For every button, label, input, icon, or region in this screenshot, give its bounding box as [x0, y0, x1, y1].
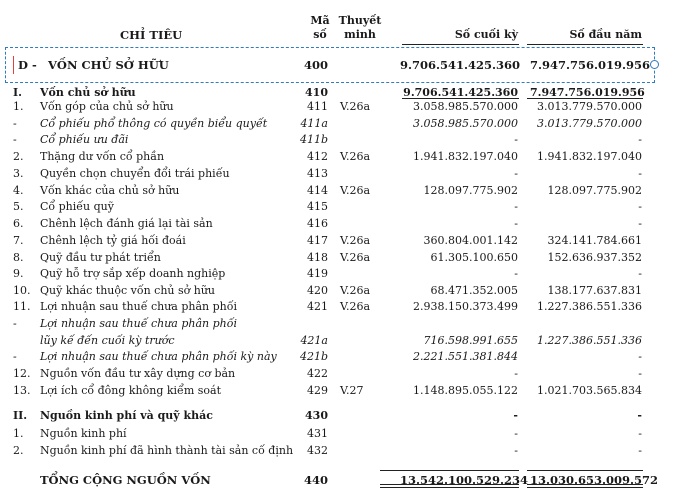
header-begin: Số đầu năm: [569, 28, 642, 41]
row-note: V.26a: [340, 234, 371, 247]
row-name: Lợi nhuận sau thuế chưa phân phối: [40, 317, 237, 330]
row-name: VỐN CHỦ SỞ HỮU: [48, 58, 169, 72]
row-end-value: 68.471.352.005: [430, 284, 518, 297]
row-code: 412: [307, 150, 328, 163]
row-begin-value: 1.227.386.551.336: [537, 300, 642, 313]
row-begin-value: 7.947.756.019.956: [530, 58, 651, 72]
row-begin-value: 3.013.779.570.000: [537, 100, 642, 113]
row-index: 2.: [13, 444, 24, 457]
row-index: -: [13, 350, 17, 363]
row-index: D -: [18, 58, 37, 72]
row-code: 413: [307, 167, 328, 180]
row-index: -: [13, 317, 17, 330]
total-rule-begin: [527, 484, 643, 488]
text-cursor: [13, 56, 14, 74]
row-note: V.26a: [340, 184, 371, 197]
row-begin-value: 324.141.784.661: [547, 234, 642, 247]
row-name: Lợi ích cổ đông không kiểm soát: [40, 384, 221, 397]
header-rule-begin: [527, 44, 643, 45]
row-begin-value: 152.636.937.352: [547, 251, 642, 264]
row-code: 432: [307, 444, 328, 457]
row-name: Vốn chủ sở hữu: [40, 86, 136, 99]
row-code: 400: [303, 58, 328, 72]
row-index: 13.: [13, 384, 31, 397]
row-end-value: 2.221.551.381.844: [413, 350, 518, 363]
row-code: 418: [307, 251, 328, 264]
row-name: Quỹ hỗ trợ sắp xếp doanh nghiệp: [40, 267, 226, 280]
row-end-value: -: [514, 167, 518, 180]
row-note: V.26a: [340, 300, 371, 313]
row-code: 430: [305, 409, 328, 422]
row-name: Quỹ khác thuộc vốn chủ sở hữu: [40, 284, 216, 297]
row-end-value: 716.598.991.655: [423, 334, 518, 347]
row-end-value: -: [514, 444, 518, 457]
row-end-value: -: [514, 367, 518, 380]
row-note: V.26a: [340, 284, 371, 297]
row-code: 415: [307, 200, 328, 213]
row-code: 421: [307, 300, 328, 313]
row-end-value: 13.542.100.529.234: [400, 473, 529, 487]
row-begin-value: -: [638, 167, 642, 180]
row-name: Nguồn kinh phí đã hình thành tài sản cố định: [40, 444, 294, 457]
row-begin-value: -: [638, 217, 642, 230]
row-note: V.26a: [340, 251, 371, 264]
row-name: Cổ phiếu quỹ: [40, 200, 114, 213]
header-rule-end: [402, 44, 519, 45]
row-code: 421a: [300, 334, 328, 347]
row-name: Nguồn vốn đầu tư xây dựng cơ bản: [40, 367, 236, 380]
row-begin-value: -: [638, 200, 642, 213]
header-note-1: Thuyết: [338, 14, 382, 27]
row-begin-value: 13.030.653.009.572: [530, 473, 659, 487]
row-end-value: 1.941.832.197.040: [413, 150, 518, 163]
row-index: 5.: [13, 200, 24, 213]
row-begin-value: 1.227.386.551.336: [537, 334, 642, 347]
row-index: I.: [13, 86, 22, 99]
row-end-value: -: [514, 267, 518, 280]
row-end-value: 9.706.541.425.360: [403, 86, 518, 99]
row-name: Chênh lệch đánh giá lại tài sản: [40, 217, 213, 230]
row-end-value: 128.097.775.902: [423, 184, 518, 197]
header-code-2: số: [313, 28, 327, 41]
row-end-value: -: [514, 200, 518, 213]
row-begin-value: 138.177.637.831: [547, 284, 642, 297]
row-note: V.26a: [340, 100, 371, 113]
row-index: 11.: [13, 300, 31, 313]
header-name: CHỈ TIÊU: [120, 28, 183, 42]
row-index: 2.: [13, 150, 24, 163]
row-name: Cổ phiếu phổ thông có quyền biểu quyết: [40, 117, 268, 130]
row-code: 431: [307, 427, 328, 440]
row-begin-value: -: [638, 133, 642, 146]
row-code: 410: [305, 86, 328, 99]
row-index: -: [13, 117, 17, 130]
row-name: Vốn góp của chủ sở hữu: [40, 100, 174, 113]
row-name: Chênh lệch tỷ giá hối đoái: [40, 234, 186, 247]
row-note: V.26a: [340, 150, 371, 163]
header-end: Số cuối kỳ: [454, 28, 518, 41]
row-code: 429: [307, 384, 328, 397]
total-top-rule-end: [380, 470, 519, 471]
row-end-value: 3.058.985.570.000: [413, 117, 518, 130]
row-index: 3.: [13, 167, 24, 180]
row-name: Quỹ đầu tư phát triển: [40, 251, 161, 264]
row-end-value: 360.804.001.142: [423, 234, 518, 247]
row-name: Thặng dư vốn cổ phần: [40, 150, 165, 163]
row-code: 440: [303, 473, 328, 487]
row-begin-value: -: [637, 409, 642, 422]
row-begin-value: -: [638, 267, 642, 280]
row-begin-value: -: [638, 367, 642, 380]
row-end-value: 1.148.895.055.122: [413, 384, 518, 397]
row-name: Vốn khác của chủ sở hữu: [40, 184, 180, 197]
row-end-value: -: [514, 217, 518, 230]
row-begin-value: 128.097.775.902: [547, 184, 642, 197]
row-index: 7.: [13, 234, 24, 247]
row-begin-value: 1.021.703.565.834: [537, 384, 642, 397]
row-code: 416: [307, 217, 328, 230]
row-begin-value: 3.013.779.570.000: [537, 117, 642, 130]
row-name: Nguồn kinh phí: [40, 427, 127, 440]
row-code: 421b: [300, 350, 329, 363]
row-end-value: -: [514, 427, 518, 440]
row-name: Lợi nhuận sau thuế chưa phân phối: [40, 300, 237, 313]
row-name: Cổ phiếu ưu đãi: [40, 133, 129, 146]
row-code: 414: [307, 184, 328, 197]
row-index: -: [13, 133, 17, 146]
section-rule: [527, 98, 643, 99]
row-index: 9.: [13, 267, 24, 280]
row-code: 419: [307, 267, 328, 280]
row-index: 1.: [13, 100, 24, 113]
row-index: 8.: [13, 251, 24, 264]
row-index: 12.: [13, 367, 31, 380]
row-code: 417: [307, 234, 328, 247]
row-begin-value: 7.947.756.019.956: [530, 86, 645, 99]
row-index: 6.: [13, 217, 24, 230]
row-end-value: -: [514, 133, 518, 146]
row-index: 4.: [13, 184, 24, 197]
row-begin-value: -: [638, 444, 642, 457]
row-note: V.27: [340, 384, 364, 397]
row-name: Lợi nhuận sau thuế chưa phân phối kỳ này: [40, 350, 277, 363]
row-code: 411: [307, 100, 328, 113]
section-rule: [402, 98, 519, 99]
row-begin-value: -: [638, 350, 642, 363]
row-end-value: -: [513, 409, 518, 422]
row-name: Quyền chọn chuyển đổi trái phiếu: [40, 167, 230, 180]
row-index: II.: [13, 409, 28, 422]
row-name: lũy kế đến cuối kỳ trước: [40, 334, 175, 347]
header-code-1: Mã: [310, 14, 330, 27]
row-name: Nguồn kinh phí và quỹ khác: [40, 409, 213, 422]
row-end-value: 9.706.541.425.360: [400, 58, 521, 72]
row-index: 10.: [13, 284, 31, 297]
row-code: 411b: [300, 133, 329, 146]
row-code: 420: [307, 284, 328, 297]
row-begin-value: -: [638, 427, 642, 440]
total-rule-end: [380, 484, 519, 488]
header-note-2: minh: [344, 28, 376, 41]
total-top-rule-begin: [527, 470, 643, 471]
row-code: 422: [307, 367, 328, 380]
row-index: 1.: [13, 427, 24, 440]
row-end-value: 3.058.985.570.000: [413, 100, 518, 113]
row-name: TỔNG CỘNG NGUỒN VỐN: [40, 473, 211, 487]
row-end-value: 61.305.100.650: [430, 251, 518, 264]
row-code: 411a: [300, 117, 328, 130]
row-end-value: 2.938.150.373.499: [413, 300, 518, 313]
row-begin-value: 1.941.832.197.040: [537, 150, 642, 163]
selection-handle[interactable]: [650, 60, 659, 69]
